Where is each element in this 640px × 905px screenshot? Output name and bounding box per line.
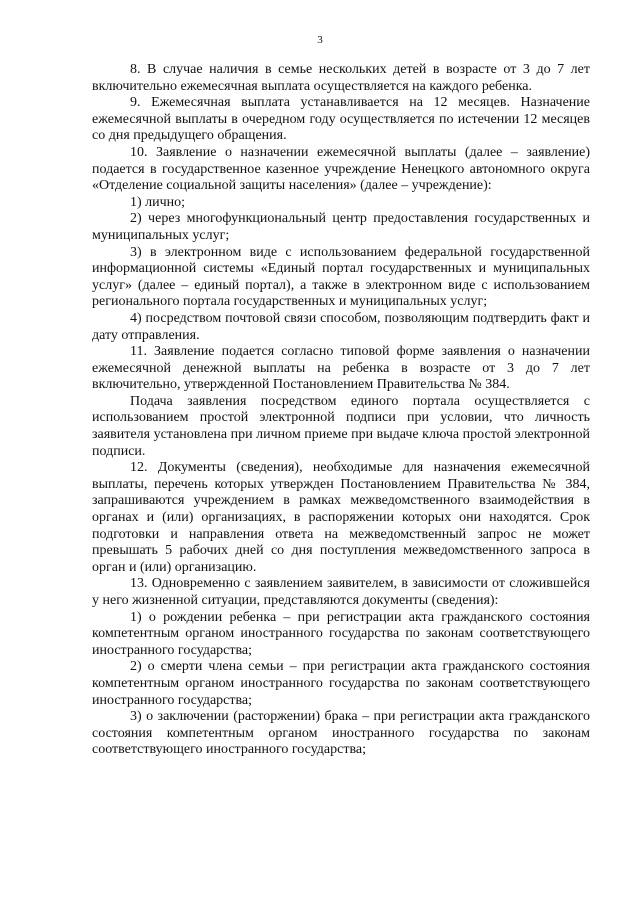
paragraph-10-item-4: 4) посредством почтовой связи способом, позволяющим подтвердить факт и дату отправления. xyxy=(92,310,590,343)
paragraph-10-item-1: 1) лично; xyxy=(130,194,186,210)
page-number: 3 xyxy=(317,34,323,46)
paragraph-11: 11. Заявление подается согласно типовой форме заявления о назначении ежемесячной денежной выплаты на ребенка в возрасте от 3 до 7 лет включительно, утвержденной Постановлением Правительства № 384. xyxy=(92,344,590,393)
paragraph-9: 9. Ежемесячная выплата устанавливается на 12 месяцев. Назначение ежемесячной выплаты в очередном году осуществляется по истечении 12 месяцев со дня предыдущего обращения. xyxy=(92,95,590,144)
paragraph-13: 13. Одновременно с заявлением заявителем, в зависимости от сложившейся у него жизненной ситуации, представляются документы (сведения): xyxy=(92,576,590,608)
paragraph-10-item-3: 3) в электронном виде с использованием федеральной государственной информационной системы «Единый портал государственных и муниципальных услуг» (далее – единый портал), а также в электронном виде с использованием регионального портала государственных и муниципальных услуг; xyxy=(92,244,590,310)
paragraph-13-item-1: 1) о рождении ребенка – при регистрации акта гражданского состояния компетентным органом иностранного государства по законам соответствующего иностранного государства; xyxy=(92,609,590,658)
paragraph-13-item-2: 2) о смерти члена семьи – при регистрации акта гражданского состояния компетентным органом иностранного государства по законам соответствующего иностранного государства; xyxy=(92,659,590,708)
paragraph-10: 10. Заявление о назначении ежемесячной выплаты (далее – заявление) подается в государственное казенное учреждение Ненецкого автономного округа «Отделение социальной защиты населения» (далее – учреждение): xyxy=(92,144,590,194)
paragraph-13-item-3: 3) о заключении (расторжении) брака – при регистрации акта гражданского состояния компетентным органом иностранного государства по законам соответствующего иностранного государства; xyxy=(92,709,590,758)
paragraph-8: 8. В случае наличия в семье нескольких детей в возрасте от 3 до 7 лет включительно ежемесячная выплата осуществляется на каждого ребенка. xyxy=(92,62,590,94)
document-body xyxy=(92,62,590,759)
paragraph-11-submission: Подача заявления посредством единого портала осуществляется с использованием простой электронной подписи при условии, что личность заявителя установлена при личном приеме при выдаче ключа простой электронной подписи. xyxy=(92,393,590,459)
paragraph-10-item-2: 2) через многофункциональный центр предоставления государственных и муниципальных услуг; xyxy=(92,211,590,243)
paragraph-12: 12. Документы (сведения), необходимые для назначения ежемесячной выплаты, перечень которых утвержден Постановлением Правительства № 384, запрашиваются учреждением в рамках межведомственного взаимодействия в органах и (или) организациях, в распоряжении которых они находятся. Срок подготовки и направления ответа на межведомственный запрос не может превышать 5 рабочих дней со дня поступления межведомственного запроса в орган и (или) организацию. xyxy=(92,460,590,575)
